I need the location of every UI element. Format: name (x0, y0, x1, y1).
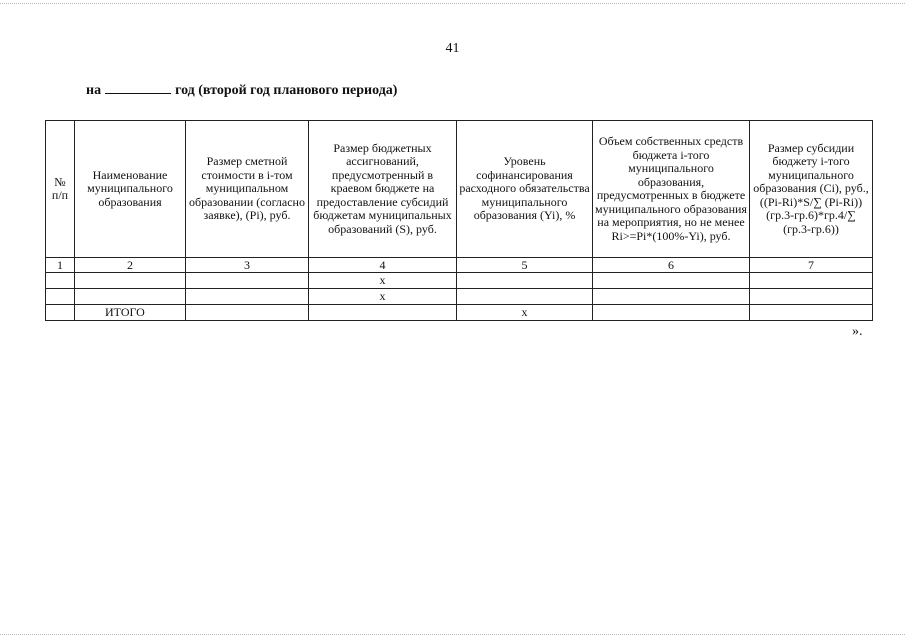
table-cell (46, 273, 75, 289)
column-number: 2 (75, 258, 186, 273)
table-cell (457, 289, 593, 305)
column-number: 6 (593, 258, 750, 273)
header-cell-budget: Размер бюджетных ассигнований, предусмотренный в краевом бюджете на предоставление субсидий бюджетам муниципальных образований (S), руб. (309, 121, 457, 258)
header-cell-cofinancing: Уровень софинансирования расходного обязательства муниципального образования (Yi), % (457, 121, 593, 258)
header-cell-own-funds: Объем собственных средств бюджета i-того муниципального образования, предусмотренных в бюджете муниципального образования на мероприятия, но не менее Ri>=Pi*(100%-Yi), руб. (593, 121, 750, 258)
closing-quote-mark: ». (852, 324, 863, 339)
table-cell (309, 305, 457, 321)
table-cell: x (457, 305, 593, 321)
header-cell-num: № п/п (46, 121, 75, 258)
column-number: 4 (309, 258, 457, 273)
table-cell: x (309, 289, 457, 305)
table-cell (593, 289, 750, 305)
table-cell (750, 305, 873, 321)
table-cell (750, 273, 873, 289)
table-cell (75, 273, 186, 289)
table-cell (46, 305, 75, 321)
total-label: ИТОГО (75, 305, 186, 321)
table-cell (457, 273, 593, 289)
column-number: 3 (186, 258, 309, 273)
subsidy-table (45, 120, 873, 321)
table-row (46, 273, 873, 289)
table-cell: x (309, 273, 457, 289)
table-cell (186, 273, 309, 289)
header-cell-name: Наименование муниципального образования (75, 121, 186, 258)
table-row (46, 289, 873, 305)
scan-artifact-top (0, 3, 905, 4)
table-cell (593, 273, 750, 289)
year-blank-field (105, 80, 171, 94)
total-row (46, 305, 873, 321)
page-number: 41 (445, 41, 460, 56)
subtitle-suffix: год (второй год планового периода) (175, 83, 398, 98)
header-row (46, 121, 873, 258)
table-cell (186, 289, 309, 305)
column-number-row (46, 258, 873, 273)
table-cell (750, 289, 873, 305)
table-cell (593, 305, 750, 321)
table-cell (46, 289, 75, 305)
column-number: 7 (750, 258, 873, 273)
column-number: 5 (457, 258, 593, 273)
subtitle-prefix: на (86, 83, 102, 98)
table-cell (186, 305, 309, 321)
scan-artifact-bottom (0, 634, 905, 635)
table-subtitle (86, 80, 397, 99)
header-cell-subsidy: Размер субсидии бюджету i-того муниципального образования (Ci), руб., ((Pi-Ri)*S/∑ (Pi-Ri)) (гр.3-гр.6)*гр.4/∑ (гр.3-гр.6)) (750, 121, 873, 258)
table-cell (75, 289, 186, 305)
header-cell-cost: Размер сметной стоимости в i-том муниципальном образовании (согласно заявке), (Pi), руб. (186, 121, 309, 258)
column-number: 1 (46, 258, 75, 273)
